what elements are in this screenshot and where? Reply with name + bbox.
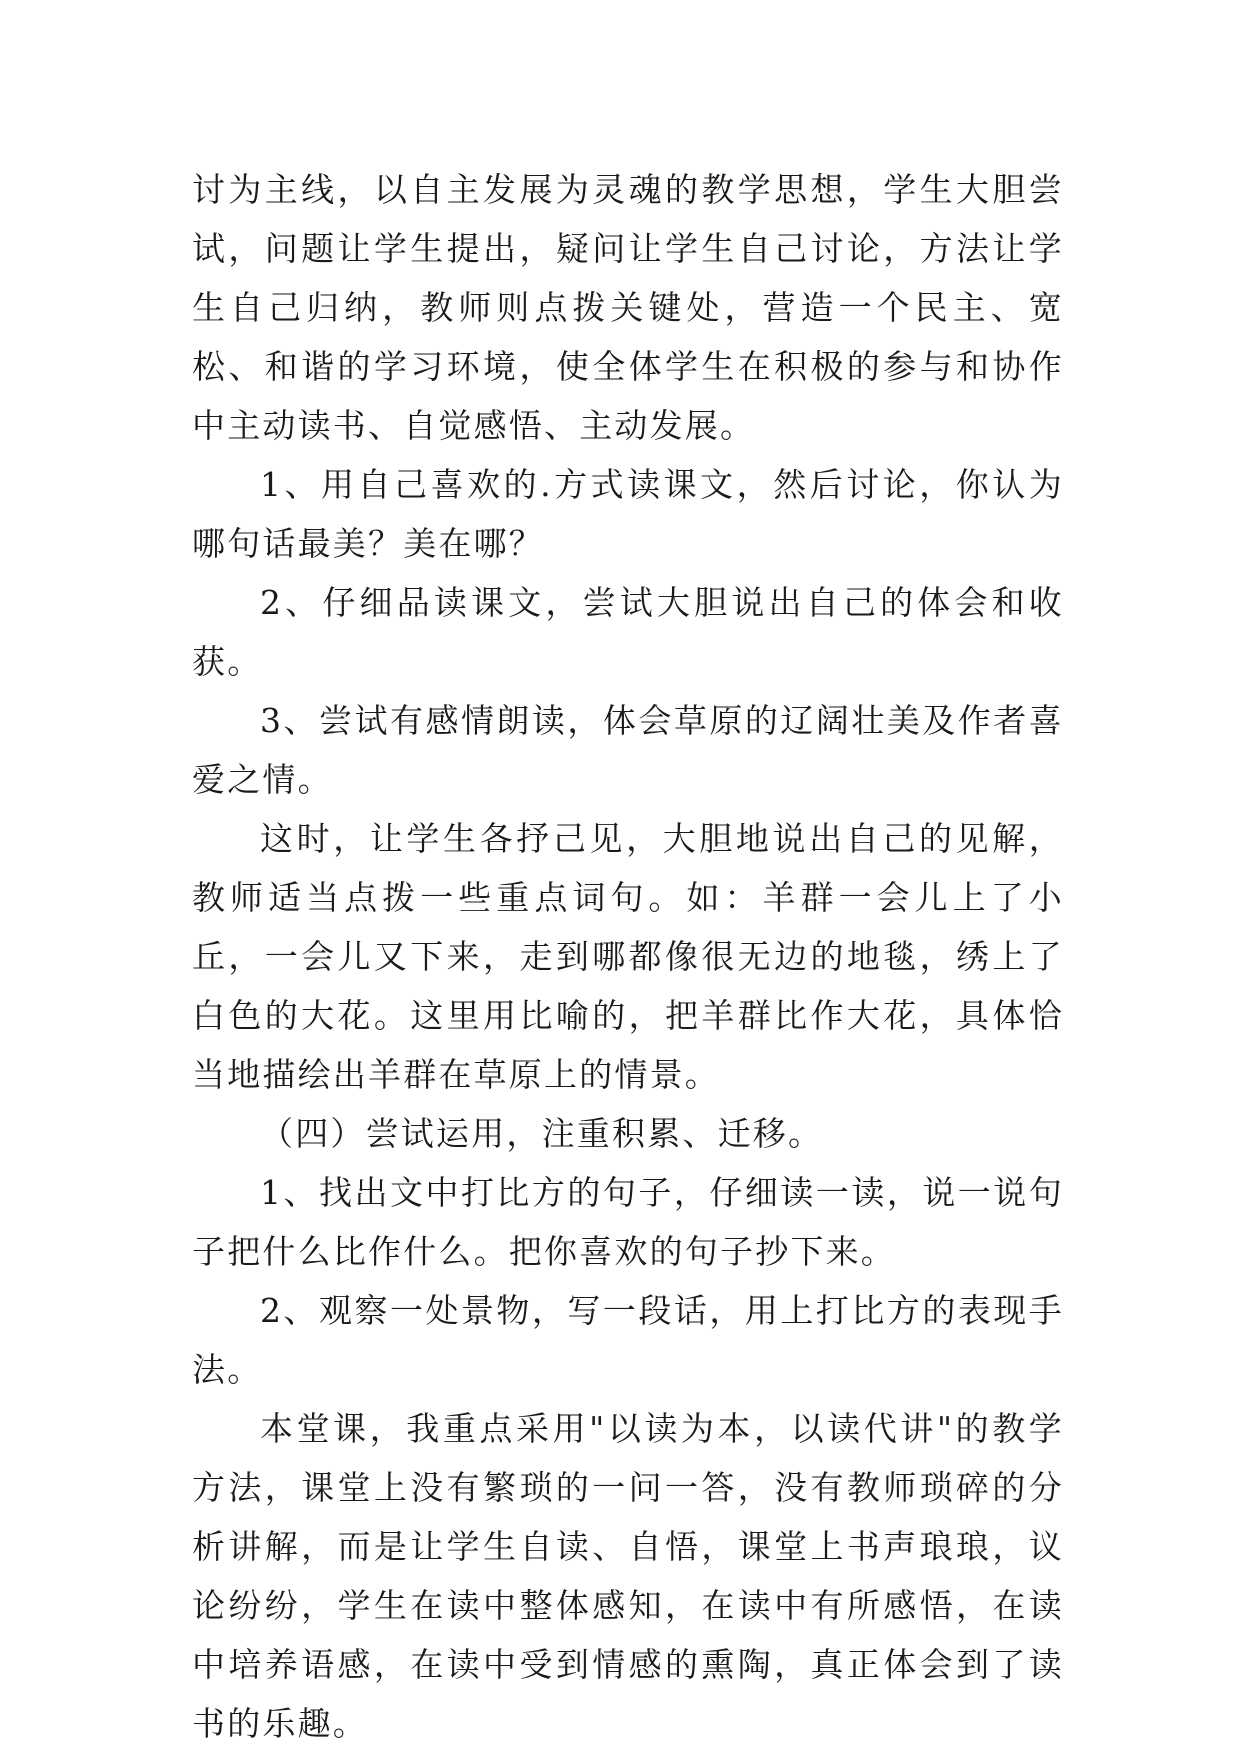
section-heading-4: （四）尝试运用，注重积累、迁移。 — [260, 1114, 824, 1153]
paragraph-item-3-emotion: 3、尝试有感情朗读，体会草原的辽阔壮美及作者喜爱之情。 — [192, 701, 1064, 799]
paragraph-practice-1: 1、找出文中打比方的句子，仔细读一读，说一说句子把什么比作什么。把你喜欢的句子抄下来。 — [192, 1173, 1064, 1271]
paragraph-practice-2: 2、观察一处景物，写一段话，用上打比方的表现手法。 — [192, 1291, 1064, 1389]
paragraph-intro: 讨为主线，以自主发展为灵魂的教学思想，学生大胆尝试，问题让学生提出，疑问让学生自己讨论，方法让学生自己归纳，教师则点拨关键处，营造一个民主、宽松、和谐的学习环境，使全体学生在积极的参与和协作中主动读书、自觉感悟、主动发展。 — [192, 170, 1064, 445]
paragraph-item-1-read: 1、用自己喜欢的.方式读课文，然后讨论，你认为哪句话最美？美在哪？ — [192, 465, 1064, 563]
document-body — [192, 160, 1064, 1753]
paragraph-summary: 本堂课，我重点采用"以读为本，以读代讲"的教学方法，课堂上没有繁琐的一问一答，没有教师琐碎的分析讲解，而是让学生自读、自悟，课堂上书声琅琅，议论纷纷，学生在读中整体感知，在读中有所感悟，在读中培养语感，在读中受到情感的熏陶，真正体会到了读书的乐趣。 — [192, 1409, 1064, 1743]
paragraph-discussion: 这时，让学生各抒己见，大胆地说出自己的见解，教师适当点拨一些重点词句。如：羊群一会儿上了小丘，一会儿又下来，走到哪都像很无边的地毯，绣上了白色的大花。这里用比喻的，把羊群比作大花，具体恰当地描绘出羊群在草原上的情景。 — [192, 819, 1064, 1094]
paragraph-item-2-savor: 2、仔细品读课文，尝试大胆说出自己的体会和收获。 — [192, 583, 1064, 681]
